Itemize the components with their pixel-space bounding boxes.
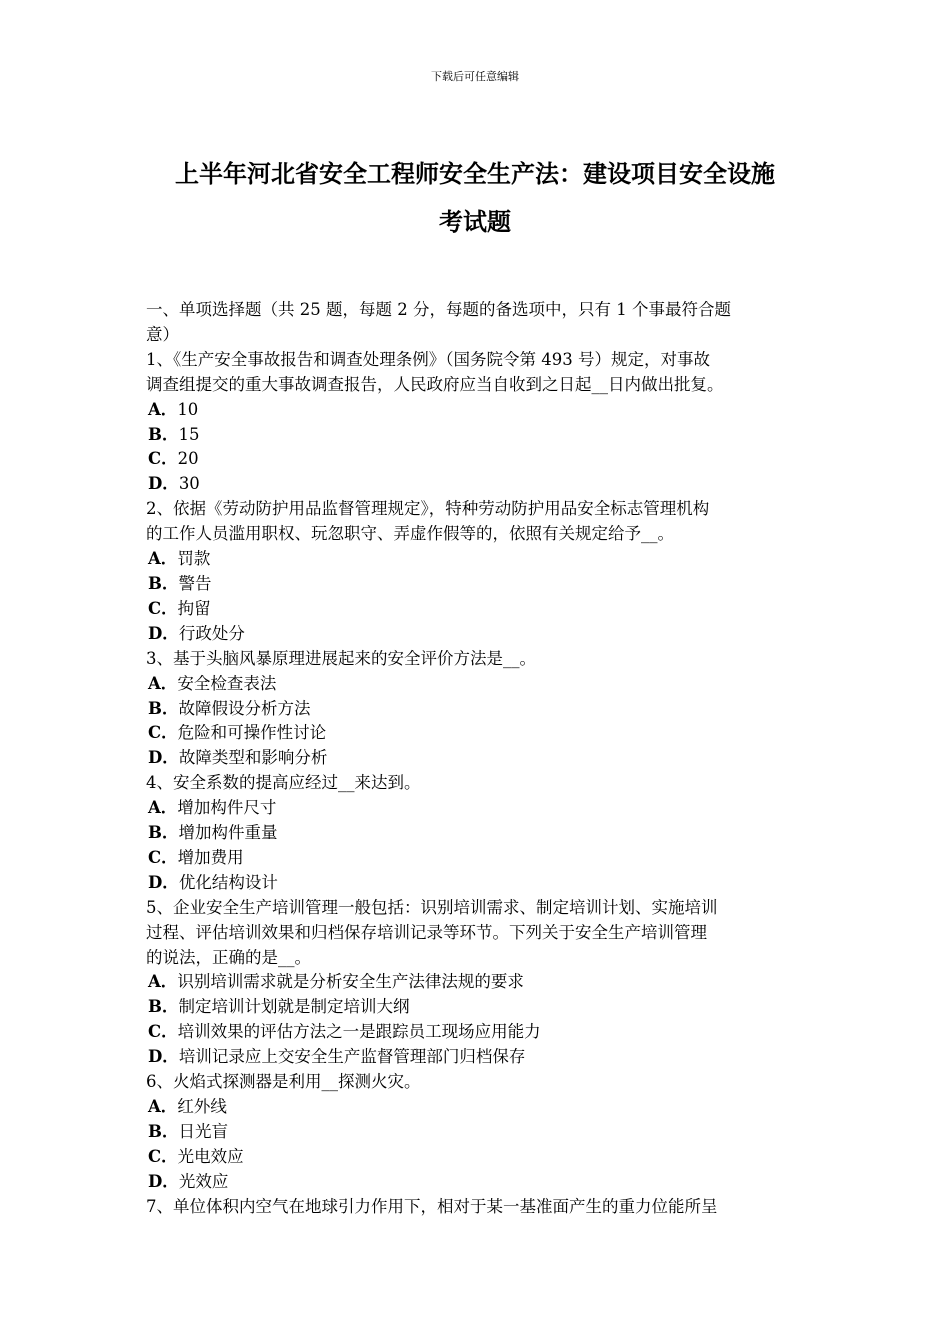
option-text: 增加费用 <box>177 847 244 867</box>
option-letter: C． <box>148 723 178 743</box>
answer-option <box>146 597 811 622</box>
answer-option <box>146 1045 811 1070</box>
option-letter: D． <box>148 474 179 494</box>
answer-option <box>146 796 811 821</box>
question-5 <box>146 896 811 1070</box>
question-text-line: 7、单位体积内空气在地球引力作用下，相对于某一基准面产生的重力位能所呈 <box>146 1196 718 1216</box>
answer-option <box>146 995 811 1020</box>
answer-option <box>146 970 811 995</box>
option-letter: A． <box>148 972 178 992</box>
question-2 <box>146 497 811 646</box>
option-letter: C． <box>148 1146 178 1166</box>
title-line-2: 考试题 <box>439 207 511 236</box>
option-text: 增加构件重量 <box>178 823 278 843</box>
option-letter: B． <box>148 823 179 843</box>
option-text: 10 <box>177 399 199 419</box>
document-title <box>80 150 870 246</box>
questions-container <box>146 348 811 1220</box>
answer-option <box>146 697 811 722</box>
answer-option <box>146 746 811 771</box>
answer-option <box>146 672 811 697</box>
answer-option <box>146 1170 811 1195</box>
question-text-line: 3、基于头脑风暴原理进展起来的安全评价方法是__。 <box>146 648 536 668</box>
question-list <box>146 298 811 1220</box>
answer-option <box>146 821 811 846</box>
answer-option <box>146 472 811 497</box>
answer-option <box>146 1145 811 1170</box>
option-text: 培训记录应上交安全生产监督管理部门归档保存 <box>178 1047 526 1067</box>
option-text: 安全检查表法 <box>177 673 277 693</box>
answer-option <box>146 1095 811 1120</box>
option-text: 光效应 <box>178 1171 229 1191</box>
question-4 <box>146 771 811 896</box>
option-text: 罚款 <box>177 549 211 569</box>
option-letter: D． <box>148 1047 179 1067</box>
question-6 <box>146 1070 811 1195</box>
option-letter: A． <box>148 549 178 569</box>
answer-option <box>146 846 811 871</box>
option-letter: C． <box>148 598 178 618</box>
option-text: 故障假设分析方法 <box>178 698 311 718</box>
option-text: 增加构件尺寸 <box>177 798 277 818</box>
option-text: 识别培训需求就是分析安全生产法律法规的要求 <box>177 972 524 992</box>
option-text: 培训效果的评估方法之一是跟踪员工现场应用能力 <box>177 1022 541 1042</box>
answer-option <box>146 1120 811 1145</box>
header-note: 下载后可任意编辑 <box>431 70 519 83</box>
question-3 <box>146 647 811 772</box>
option-text: 优化结构设计 <box>178 872 278 892</box>
answer-option <box>146 871 811 896</box>
option-letter: D． <box>148 748 179 768</box>
answer-option <box>146 1020 811 1045</box>
option-text: 制定培训计划就是制定培训大纲 <box>178 997 410 1017</box>
section-heading-line-2: 意） <box>146 324 179 344</box>
question-text-line: 的说法，正确的是__。 <box>146 947 311 967</box>
option-letter: A． <box>148 399 178 419</box>
question-text-line: 2、依据《劳动防护用品监督管理规定》，特种劳动防护用品安全标志管理机构 <box>146 499 710 519</box>
option-text: 30 <box>178 474 200 494</box>
option-letter: B． <box>148 1121 179 1141</box>
answer-option <box>146 622 811 647</box>
question-text-line: 的工作人员滥用职权、玩忽职守、弄虚作假等的，依照有关规定给予__。 <box>146 524 674 544</box>
question-text-line: 5、企业安全生产培训管理一般包括：识别培训需求、制定培训计划、实施培训 <box>146 897 718 917</box>
option-text: 15 <box>178 424 200 444</box>
option-text: 危险和可操作性讨论 <box>177 723 327 743</box>
option-text: 日光盲 <box>178 1121 228 1141</box>
option-letter: D． <box>148 1171 179 1191</box>
option-text: 20 <box>177 449 199 469</box>
answer-option <box>146 423 811 448</box>
option-text: 故障类型和影响分析 <box>178 748 328 768</box>
answer-option <box>146 721 811 746</box>
answer-option <box>146 572 811 597</box>
option-text: 拘留 <box>177 598 211 618</box>
answer-option <box>146 547 811 572</box>
option-letter: B． <box>148 573 179 593</box>
question-7 <box>146 1195 811 1220</box>
option-text: 光电效应 <box>177 1146 244 1166</box>
option-text: 红外线 <box>177 1097 227 1116</box>
answer-option <box>146 447 811 472</box>
answer-option <box>146 398 811 423</box>
option-letter: C． <box>148 847 178 867</box>
option-letter: D． <box>148 623 179 643</box>
option-text: 警告 <box>178 573 212 593</box>
option-letter: B． <box>148 997 179 1017</box>
option-letter: C． <box>148 1022 178 1042</box>
option-letter: A． <box>148 673 178 693</box>
option-text: 行政处分 <box>178 623 245 643</box>
question-text-line: 调查组提交的重大事故调查报告，人民政府应当自收到之日起__日内做出批复。 <box>146 374 724 394</box>
option-letter: C． <box>148 449 178 469</box>
question-text-line: 4、安全系数的提高应经过__来达到。 <box>146 773 421 793</box>
option-letter: A． <box>148 798 178 818</box>
section-heading-line-1: 一、单项选择题（共 25 题，每题 2 分，每题的备选项中，只有 1 个事最符合题 <box>146 300 731 319</box>
question-text-line: 6、火焰式探测器是利用__探测火灾。 <box>146 1072 421 1092</box>
option-letter: B． <box>148 698 179 718</box>
question-1 <box>146 348 811 497</box>
option-letter: A． <box>148 1097 178 1116</box>
option-letter: D． <box>148 872 179 892</box>
title-line-1: 上半年河北省安全工程师安全生产法：建设项目安全设施 <box>175 159 775 188</box>
question-text-line: 1、《生产安全事故报告和调查处理条例》（国务院令第 493 号）规定，对事故 <box>146 349 710 369</box>
option-letter: B． <box>148 424 179 444</box>
question-text-line: 过程、评估培训效果和归档保存培训记录等环节。下列关于安全生产培训管理 <box>146 922 707 942</box>
